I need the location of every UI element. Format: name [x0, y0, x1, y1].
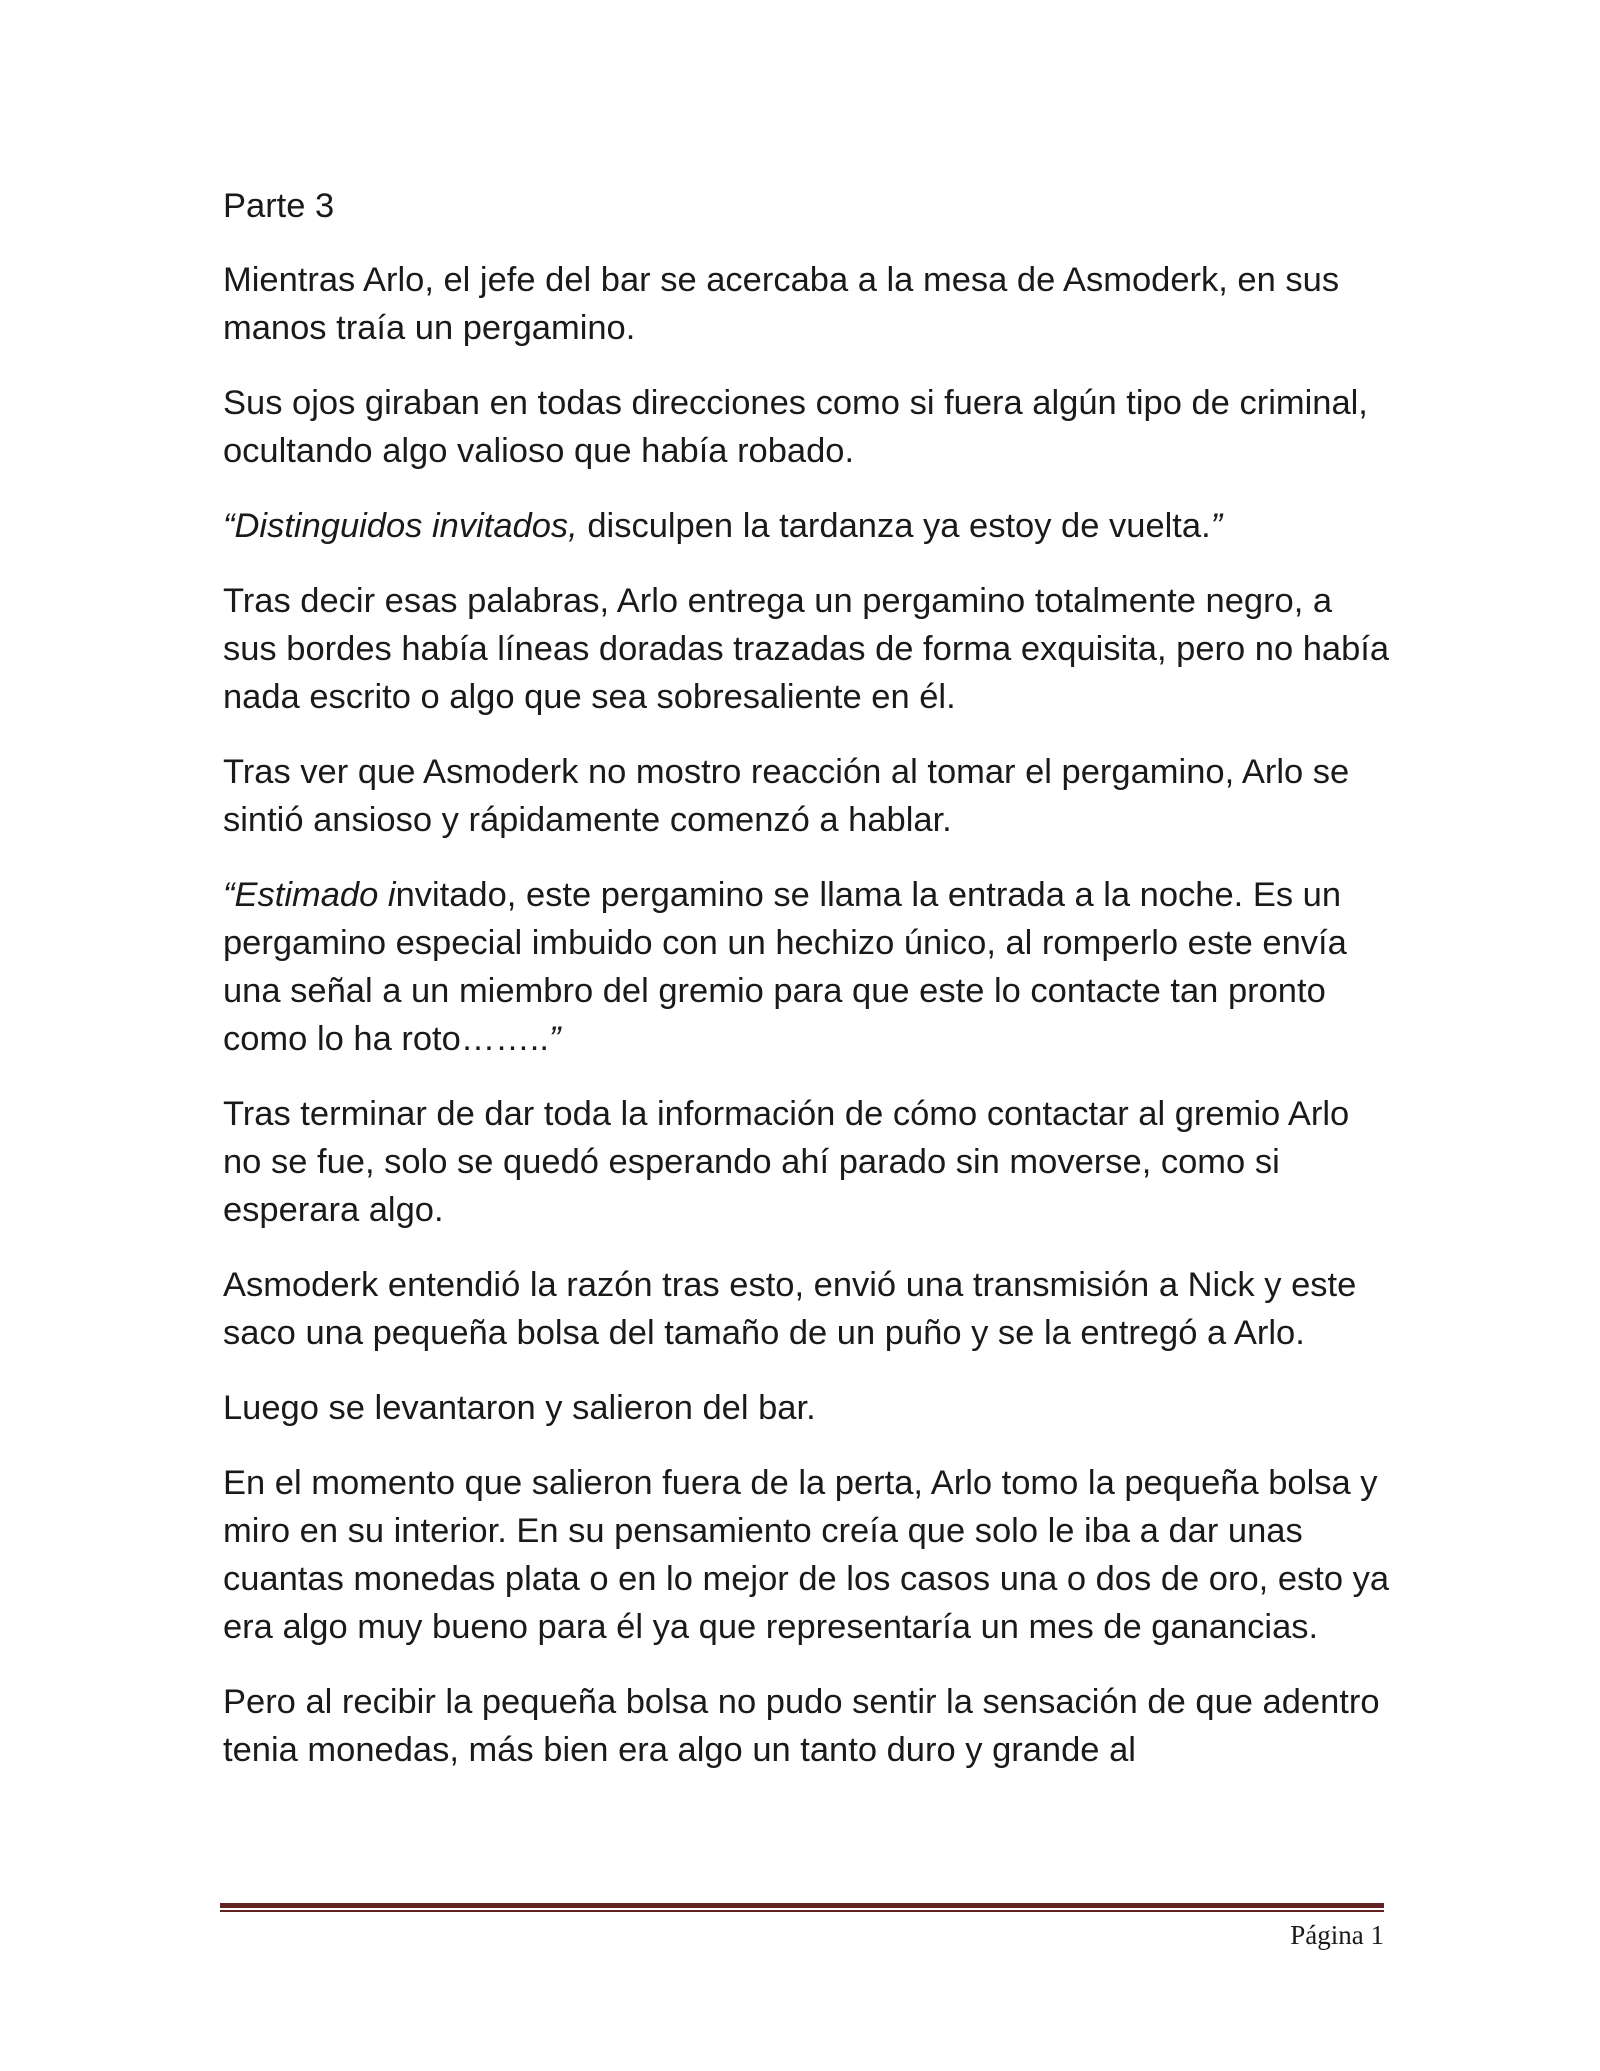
paragraph-10	[223, 1459, 1393, 1651]
section-heading: Parte 3	[223, 187, 335, 225]
dialogue-italic-close: ”	[1210, 507, 1223, 545]
dialogue-italic-close: ”	[548, 1020, 561, 1058]
paragraph-text: Tras terminar de dar toda la información de cómo contactar al gremio Arlo no se fue, solo se quedó esperando ahí parado sin moverse, como si esperara algo.	[223, 1095, 1350, 1229]
paragraph-11	[223, 1678, 1393, 1774]
paragraph-text: Sus ojos giraban en todas direcciones como si fuera algún tipo de criminal, ocultando algo valioso que había robado.	[223, 384, 1368, 470]
paragraph-2	[223, 379, 1393, 475]
paragraph-text: Mientras Arlo, el jefe del bar se acercaba a la mesa de Asmoderk, en sus manos traía un pergamino.	[223, 261, 1340, 347]
page-body	[223, 182, 1393, 1801]
paragraph-text: Luego se levantaron y salieron del bar.	[223, 1389, 816, 1427]
paragraph-text: Asmoderk entendió la razón tras esto, envió una transmisión a Nick y este saco una pequeña bolsa del tamaño de un puño y se la entregó a Arlo.	[223, 1266, 1357, 1352]
footer-divider	[220, 1903, 1384, 1912]
footer-divider-thin	[220, 1910, 1384, 1912]
paragraph-text: Pero al recibir la pequeña bolsa no pudo sentir la sensación de que adentro tenia monedas, más bien era algo un tanto duro y grande al	[223, 1683, 1380, 1769]
paragraph-text: nvitado, este pergamino se llama la entrada a la noche. Es un pergamino especial imbuido con un hechizo único, al romperlo este envía una señal a un miembro del gremio para que este lo contacte tan pronto como lo ha roto……..	[223, 876, 1347, 1058]
paragraph-text: Tras ver que Asmoderk no mostro reacción al tomar el pergamino, Arlo se sintió ansioso y rápidamente comenzó a hablar.	[223, 753, 1350, 839]
paragraph-4	[223, 577, 1393, 721]
paragraph-7	[223, 1090, 1393, 1234]
paragraph-3-dialogue	[223, 502, 1393, 550]
paragraph-9	[223, 1384, 1393, 1432]
paragraph-text: En el momento que salieron fuera de la perta, Arlo tomo la pequeña bolsa y miro en su interior. En su pensamiento creía que solo le iba a dar unas cuantas monedas plata o en lo mejor de los casos una o dos de oro, esto ya era algo muy bueno para él ya que representaría un mes de ganancias.	[223, 1464, 1390, 1646]
paragraph-text: Tras decir esas palabras, Arlo entrega un pergamino totalmente negro, a sus bordes había líneas doradas trazadas de forma exquisita, pero no había nada escrito o algo que sea sobresaliente en él.	[223, 582, 1390, 716]
dialogue-italic-open: “Estimado i	[223, 876, 396, 914]
paragraph-text: disculpen la tardanza ya estoy de vuelta.	[577, 507, 1211, 545]
dialogue-italic-open: “Distinguidos invitados,	[223, 507, 578, 545]
paragraph-8	[223, 1261, 1393, 1357]
paragraph-1	[223, 256, 1393, 352]
paragraph-5	[223, 748, 1393, 844]
page-number: Página 1	[1290, 1920, 1384, 1950]
paragraph-6-dialogue	[223, 871, 1393, 1063]
